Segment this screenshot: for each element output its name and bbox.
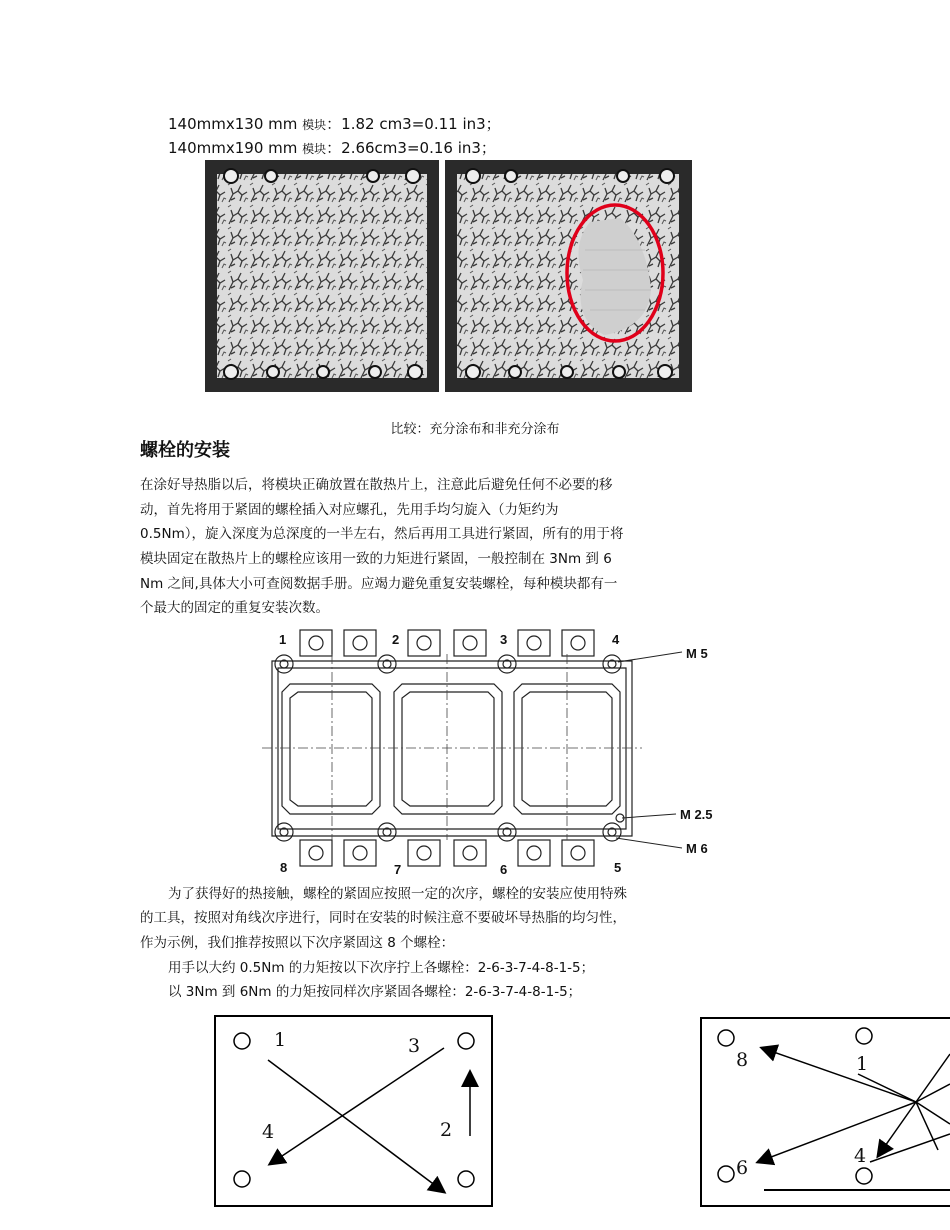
spec-value: ：2.66cm3=0.16 in3； bbox=[326, 139, 496, 157]
bolt-number-bottom: 8 bbox=[280, 860, 288, 875]
step-line: 以 3Nm 到 6Nm 的力矩按同样次序紧固各螺栓：2-6-3-7-4-8-1-5； bbox=[168, 984, 582, 1000]
bolt-number-top: 4 bbox=[612, 632, 620, 647]
diagram-label: 1 bbox=[856, 1053, 869, 1075]
paragraph-1-line: 动，首先将用于紧固的螺栓插入对应螺孔，先用手均匀旋入（力矩约为 bbox=[140, 502, 559, 518]
paragraph-1-line: 0.5Nm），旋入深度为总深度的一半左右，然后再用工具进行紧固，所有的用于将 bbox=[140, 526, 624, 542]
paragraph-1-line: 个最大的固定的重复安装次数。 bbox=[140, 600, 329, 616]
step-line: 用手以大约 0.5Nm 的力矩按以下次序拧上各螺栓：2-6-3-7-4-8-1-5； bbox=[168, 960, 595, 976]
diagram-label: 4 bbox=[854, 1145, 867, 1167]
section-title: 螺栓的安装 bbox=[140, 440, 230, 461]
bolt-number-bottom: 6 bbox=[500, 862, 508, 876]
spec-size: 140mmx130 mm bbox=[168, 115, 298, 133]
paragraph-1-line: 在涂好导热脂以后，将模块正确放置在散热片上，注意此后避免任何不必要的移 bbox=[140, 477, 613, 493]
diagram-label: 2 bbox=[440, 1119, 453, 1141]
paragraph-2-line: 为了获得好的热接触，螺栓的紧固应按照一定的次序，螺栓的安装应使用特殊 bbox=[168, 886, 627, 902]
spec-line-1 bbox=[168, 113, 501, 134]
paragraph-2-line: 作为示例，我们推荐按照以下次序紧固这 8 个螺栓： bbox=[140, 935, 455, 951]
bolt-order-diagram-8 bbox=[698, 1014, 950, 1210]
bolt-number-top: 1 bbox=[279, 632, 287, 647]
callout-m6: M 6 bbox=[686, 841, 708, 856]
diagram-label: 6 bbox=[736, 1157, 749, 1179]
bolt-number-bottom: 5 bbox=[614, 860, 622, 875]
photo-caption: 比较：充分涂布和非充分涂布 bbox=[390, 422, 560, 437]
bolt-number-top: 3 bbox=[500, 632, 508, 647]
callout-m5: M 5 bbox=[686, 646, 708, 661]
paragraph-1-line: Nm 之间,具体大小可查阅数据手册。应竭力避免重复安装螺栓，每种模块都有一 bbox=[140, 576, 618, 592]
paragraph-1-line: 模块固定在散热片上的螺栓应该用一致的力矩进行紧固，一般控制在 3Nm 到 6 bbox=[140, 551, 612, 567]
diagram-label: 1 bbox=[274, 1029, 287, 1051]
spec-value: ：1.82 cm3=0.11 in3； bbox=[326, 115, 501, 133]
bolt-number-top: 2 bbox=[392, 632, 400, 647]
module-bolt-drawing bbox=[262, 626, 742, 876]
spec-label: 模块 bbox=[302, 118, 327, 132]
spec-line-2 bbox=[168, 137, 496, 158]
spec-label: 模块 bbox=[302, 142, 327, 156]
thermal-grease-photo bbox=[205, 160, 692, 392]
spec-size: 140mmx190 mm bbox=[168, 139, 298, 157]
diagram-label: 3 bbox=[408, 1035, 421, 1057]
left-module-grease bbox=[217, 174, 427, 378]
diagram-label: 8 bbox=[736, 1049, 749, 1071]
callout-m2-5: M 2.5 bbox=[680, 807, 713, 822]
bolt-order-diagram-4 bbox=[212, 1014, 496, 1210]
diagram-label: 4 bbox=[262, 1121, 275, 1143]
paragraph-2-line: 的工具，按照对角线次序进行，同时在安装的时候注意不要破坏导热脂的均匀性， bbox=[140, 910, 626, 926]
bolt-number-bottom: 7 bbox=[394, 862, 402, 876]
